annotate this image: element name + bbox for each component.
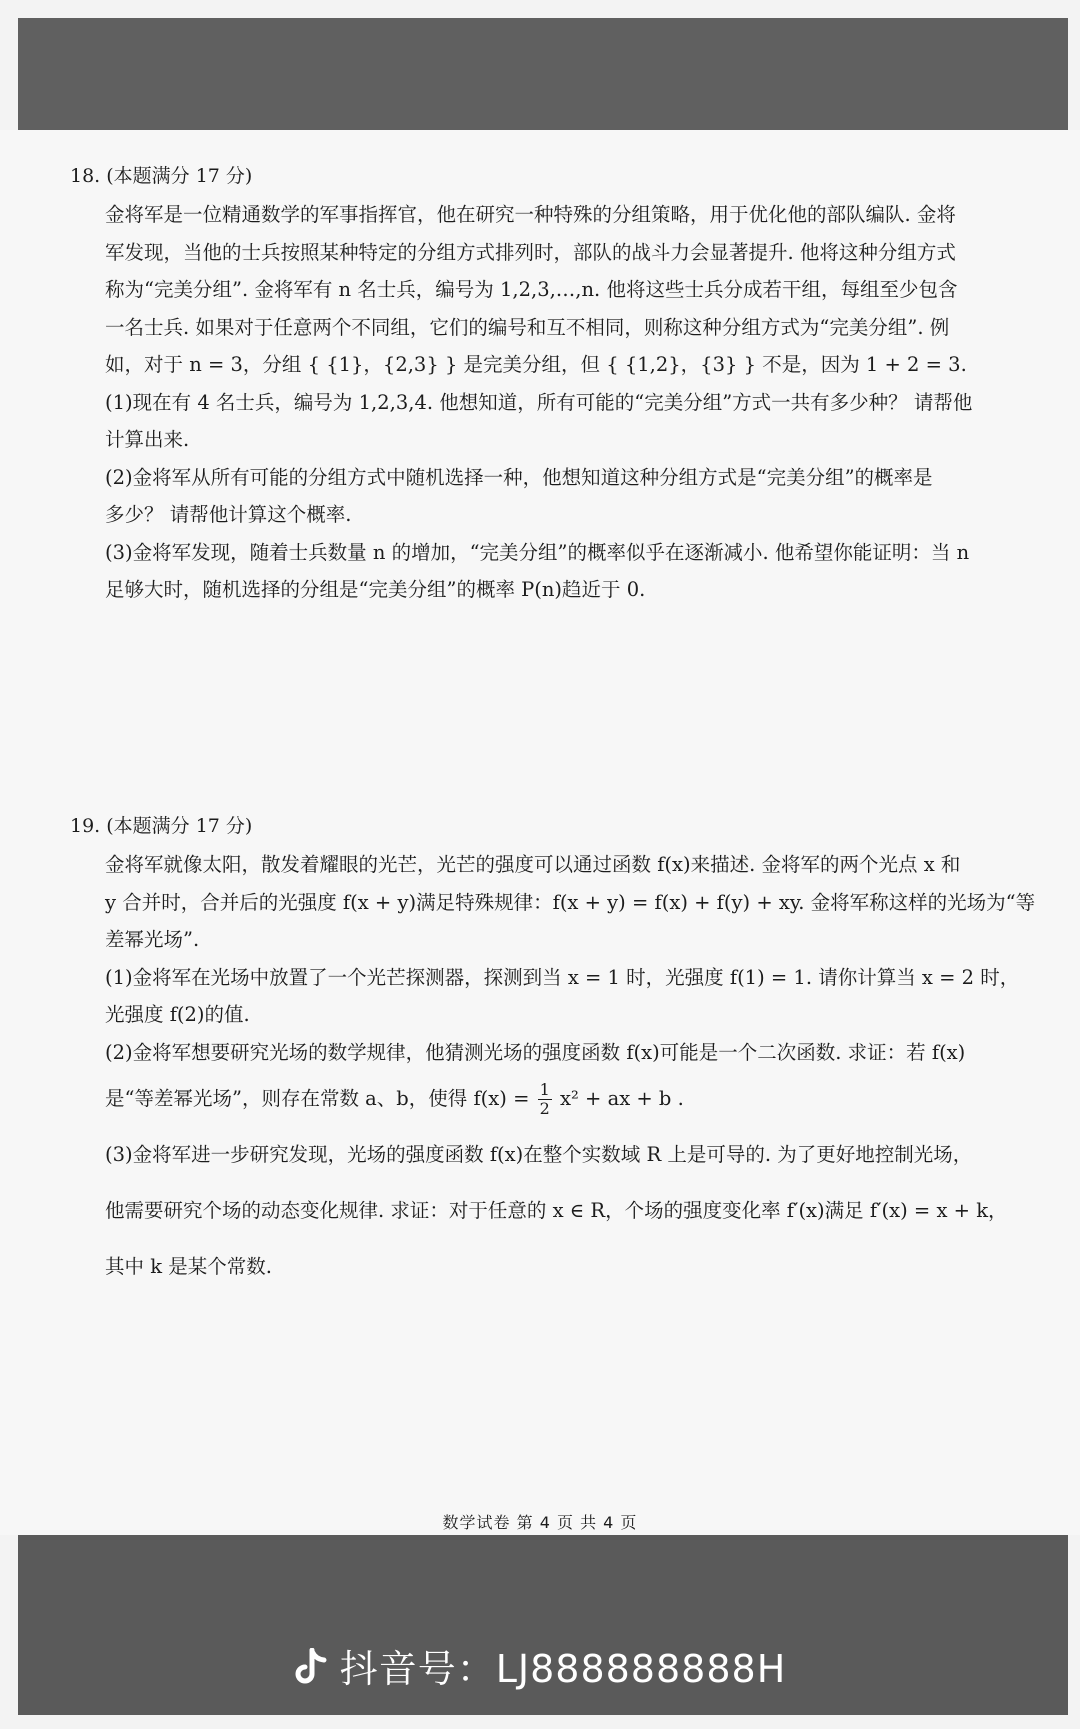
watermark-text: 抖音号：LJ888888888H	[339, 1647, 787, 1691]
q19-line: 差幂光场”.	[105, 928, 200, 951]
fraction-denominator: 2	[539, 1099, 550, 1118]
q18-line: (3)金将军发现，随着士兵数量 n 的增加，“完美分组”的概率似乎在逐渐减小. 他希望你能证明：当 n	[105, 540, 970, 564]
q19-line: y 合并时，合并后的光强度 f(x + y)满足特殊规律：f(x + y) = f(x) + f(y) + xy. 金将军称这样的光场为“等	[105, 890, 1036, 914]
question-19-body	[70, 846, 1036, 1295]
q18-line: 足够大时，随机选择的分组是“完美分组”的概率 P(n)趋近于 0.	[105, 578, 646, 601]
q18-line: (2)金将军从所有可能的分组方式中随机选择一种，他想知道这种分组方式是“完美分组”的概率是	[105, 465, 933, 489]
question-19-heading: 19. (本题满分 17 分)	[70, 815, 253, 837]
question-18-body	[70, 196, 1020, 609]
question-19	[70, 812, 1036, 1295]
q18-line: 金将军是一位精通数学的军事指挥官，他在研究一种特殊的分组策略，用于优化他的部队编队. 金将	[105, 203, 956, 226]
q19-fraction-line	[105, 1071, 1020, 1127]
fraction-line-suffix: x² + ax + b .	[560, 1087, 684, 1110]
question-18-heading: 18. (本题满分 17 分)	[70, 165, 253, 187]
q18-line: 军发现，当他的士兵按照某种特定的分组方式排列时，部队的战斗力会显著提升. 他将这种分组方式	[105, 240, 956, 264]
question-18	[70, 162, 1020, 609]
q19-line: 光强度 f(2)的值.	[105, 1003, 250, 1026]
top-dark-band	[18, 18, 1068, 130]
douyin-watermark	[0, 1638, 1080, 1693]
q18-line: 多少？ 请帮他计算这个概率.	[105, 503, 352, 526]
q18-line: 称为“完美分组”. 金将军有 n 名士兵，编号为 1,2,3,…,n. 他将这些士兵分成若干组，每组至少包含	[105, 278, 958, 301]
q18-line: 如，对于 n = 3，分组 { {1}，{2,3} } 是完美分组，但 { {1,2}，{3} } 不是，因为 1 + 2 = 3.	[105, 353, 967, 376]
fraction-numerator: 1	[539, 1080, 550, 1099]
one-half-fraction	[538, 1081, 552, 1118]
q19-line: (2)金将军想要研究光场的数学规律，他猜测光场的强度函数 f(x)可能是一个二次函数. 求证：若 f(x)	[105, 1040, 966, 1064]
q18-line: 计算出来.	[105, 428, 190, 451]
q18-line: 一名士兵. 如果对于任意两个不同组，它们的编号和互不相同，则称这种分组方式为“完美分组”. 例	[105, 315, 950, 339]
q19-line: 金将军就像太阳，散发着耀眼的光芒，光芒的强度可以通过函数 f(x)来描述. 金将军的两个光点 x 和	[105, 853, 961, 876]
page-footer: 数学试卷 第 4 页 共 4 页	[442, 1513, 638, 1532]
q19-line: (3)金将军进一步研究发现，光场的强度函数 f(x)在整个实数域 R 上是可导的. 为了更好地控制光场，	[105, 1143, 973, 1166]
fraction-line-prefix: 是“等差幂光场”，则存在常数 a、b，使得 f(x) =	[105, 1087, 530, 1110]
q19-line: (1)金将军在光场中放置了一个光芒探测器，探测到当 x = 1 时，光强度 f(1) = 1. 请你计算当 x = 2 时，	[105, 965, 1020, 989]
q19-line: 他需要研究个场的动态变化规律. 求证：对于任意的 x ∈ R，个场的强度变化率 f′(x)满足 f′(x) = x + k，	[105, 1199, 1008, 1222]
q18-line: (1)现在有 4 名士兵，编号为 1,2,3,4. 他想知道，所有可能的“完美分组”方式一共有多少种？ 请帮他	[105, 390, 973, 414]
tiktok-logo-icon	[294, 1648, 328, 1688]
q19-line: 其中 k 是某个常数.	[105, 1255, 272, 1278]
